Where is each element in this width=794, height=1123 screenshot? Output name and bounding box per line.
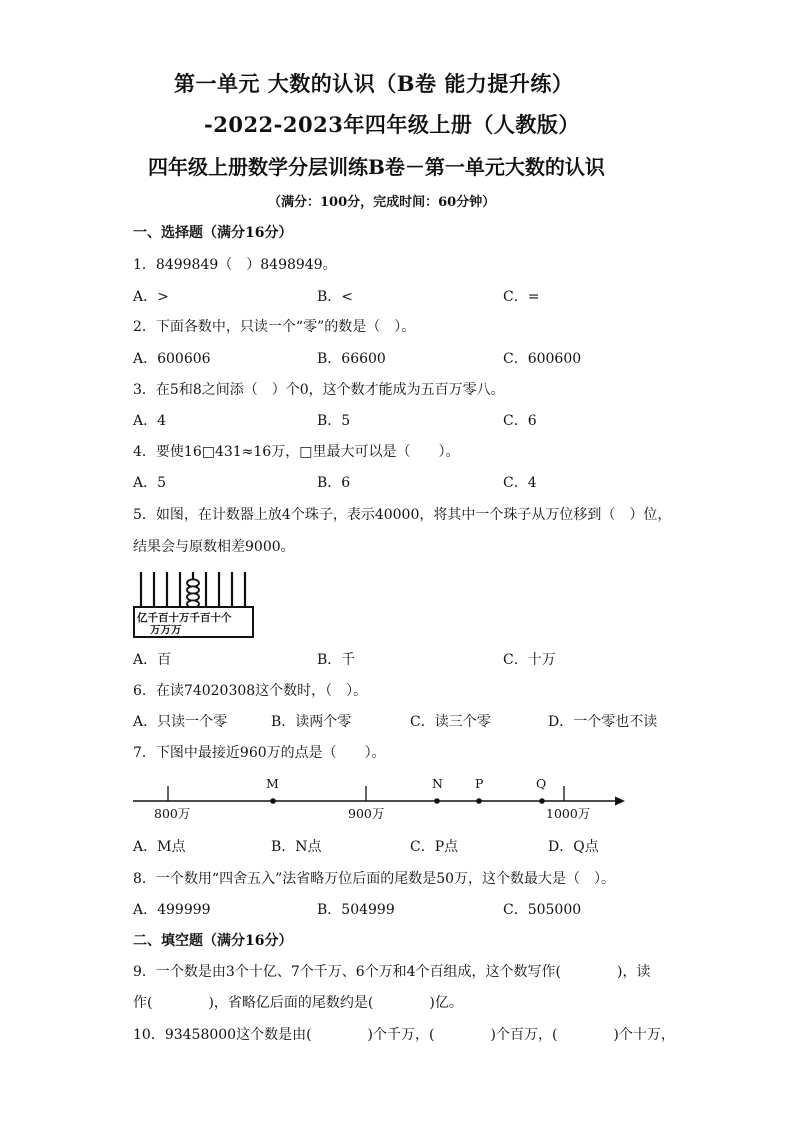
question-8: 8．一个数用“四舍五入”法省略万位后面的尾数是50万，这个数最大是（ ）。 (133, 871, 616, 887)
point-m-dot (270, 798, 276, 804)
point-q-dot (539, 798, 545, 804)
q7-option-d[interactable]: D．Q点 (548, 839, 599, 855)
q5-option-b[interactable]: B．千 (317, 652, 356, 668)
title-line2: -2022-2023年四年级上册（人教版） (204, 112, 580, 137)
q3-option-a[interactable]: A．4 (133, 413, 167, 429)
point-q-label: Q (536, 776, 547, 791)
exam-info: （满分：100分，完成时间：60分钟） (268, 195, 496, 210)
q7-option-a[interactable]: A．M点 (133, 839, 186, 855)
question-7: 7．下图中最接近960万的点是（ ）。 (133, 745, 386, 761)
abacus-place-labels-wan: 万万万 (150, 624, 182, 636)
q7-option-c[interactable]: C．P点 (410, 839, 459, 855)
q4-option-c[interactable]: C．4 (503, 475, 537, 491)
q10-text-3: )个百万，( (490, 1027, 558, 1043)
question-2: 2．下面各数中，只读一个“零”的数是（ ）。 (133, 319, 416, 335)
q1-option-c[interactable]: C．= (503, 289, 540, 305)
point-n-dot (434, 798, 440, 804)
q5-option-c[interactable]: C．十万 (503, 652, 556, 668)
question-9-line2 (133, 992, 463, 1012)
q3-option-c[interactable]: C．6 (503, 413, 537, 429)
number-line (130, 770, 630, 826)
q8-option-c[interactable]: C．505000 (503, 902, 582, 918)
q5-option-a[interactable]: A．百 (133, 652, 172, 668)
q10-text-2: )个千万，( (367, 1027, 435, 1043)
question-5-line2: 结果会与原数相差9000。 (133, 539, 295, 555)
question-6: 6．在读74020308这个数时，（ ）。 (133, 683, 368, 699)
q10-text-1: 10．93458000这个数是由( (133, 1027, 312, 1043)
q6-option-c[interactable]: C．读三个零 (410, 714, 491, 730)
q8-option-b[interactable]: B．504999 (317, 902, 395, 918)
section-fill-heading: 二、填空题（满分16分） (133, 933, 293, 949)
question-10 (133, 1024, 675, 1044)
q1-option-b[interactable]: B．< (317, 289, 354, 305)
q2-option-c[interactable]: C．600600 (503, 351, 582, 367)
q2-option-a[interactable]: A．600606 (133, 351, 211, 367)
q4-option-b[interactable]: B．6 (317, 475, 351, 491)
q9-text-4: )，省略亿后面的尾数约是( (208, 995, 374, 1011)
q8-option-a[interactable]: A．499999 (133, 902, 211, 918)
question-1: 1．8499849（ ）8498949。 (133, 257, 337, 273)
question-4: 4．要使16□431≈16万，□里最大可以是（ ）。 (133, 444, 460, 460)
q6-option-b[interactable]: B．读两个零 (271, 714, 352, 730)
q4-option-a[interactable]: A．5 (133, 475, 167, 491)
question-9-line1 (133, 961, 650, 981)
axis-label-900: 900万 (348, 806, 385, 821)
q7-option-b[interactable]: B．N点 (271, 839, 322, 855)
q9-text-2: )，读 (617, 964, 651, 980)
q9-text-5: )亿。 (429, 995, 463, 1011)
number-line-arrow (615, 797, 625, 806)
q6-option-d[interactable]: D．一个零也不读 (548, 714, 658, 730)
q1-option-a[interactable]: A．> (133, 289, 169, 305)
abacus-figure (133, 568, 255, 640)
q6-option-a[interactable]: A．只读一个零 (133, 714, 228, 730)
question-3: 3．在5和8之间添（ ）个0，这个数才能成为五百万零八。 (133, 382, 505, 398)
axis-label-1000: 1000万 (546, 806, 591, 821)
point-m-label: M (266, 776, 279, 791)
point-p-dot (476, 798, 482, 804)
q9-text-3: 作( (133, 995, 153, 1011)
abacus-place-labels: 亿千百十万千百十个 (137, 612, 232, 624)
q2-option-b[interactable]: B．66600 (317, 351, 386, 367)
subtitle: 四年级上册数学分层训练B卷－第一单元大数的认识 (148, 155, 605, 179)
q9-text-1: 9．一个数是由3个十亿、7个千万、6个万和4个百组成，这个数写作( (133, 964, 561, 980)
section-choice-heading: 一、选择题（满分16分） (133, 225, 293, 241)
q10-text-4: )个十万， (613, 1027, 675, 1043)
point-n-label: N (432, 776, 443, 791)
q3-option-b[interactable]: B．5 (317, 413, 351, 429)
abacus-beads (187, 579, 199, 607)
question-5-line1: 5．如图，在计数器上放4个珠子，表示40000，将其中一个珠子从万位移到（ ）位， (133, 507, 672, 523)
point-p-label: P (475, 776, 484, 791)
title-line1: 第一单元 大数的认识（B卷 能力提升练） (174, 71, 574, 96)
axis-label-800: 800万 (154, 806, 191, 821)
